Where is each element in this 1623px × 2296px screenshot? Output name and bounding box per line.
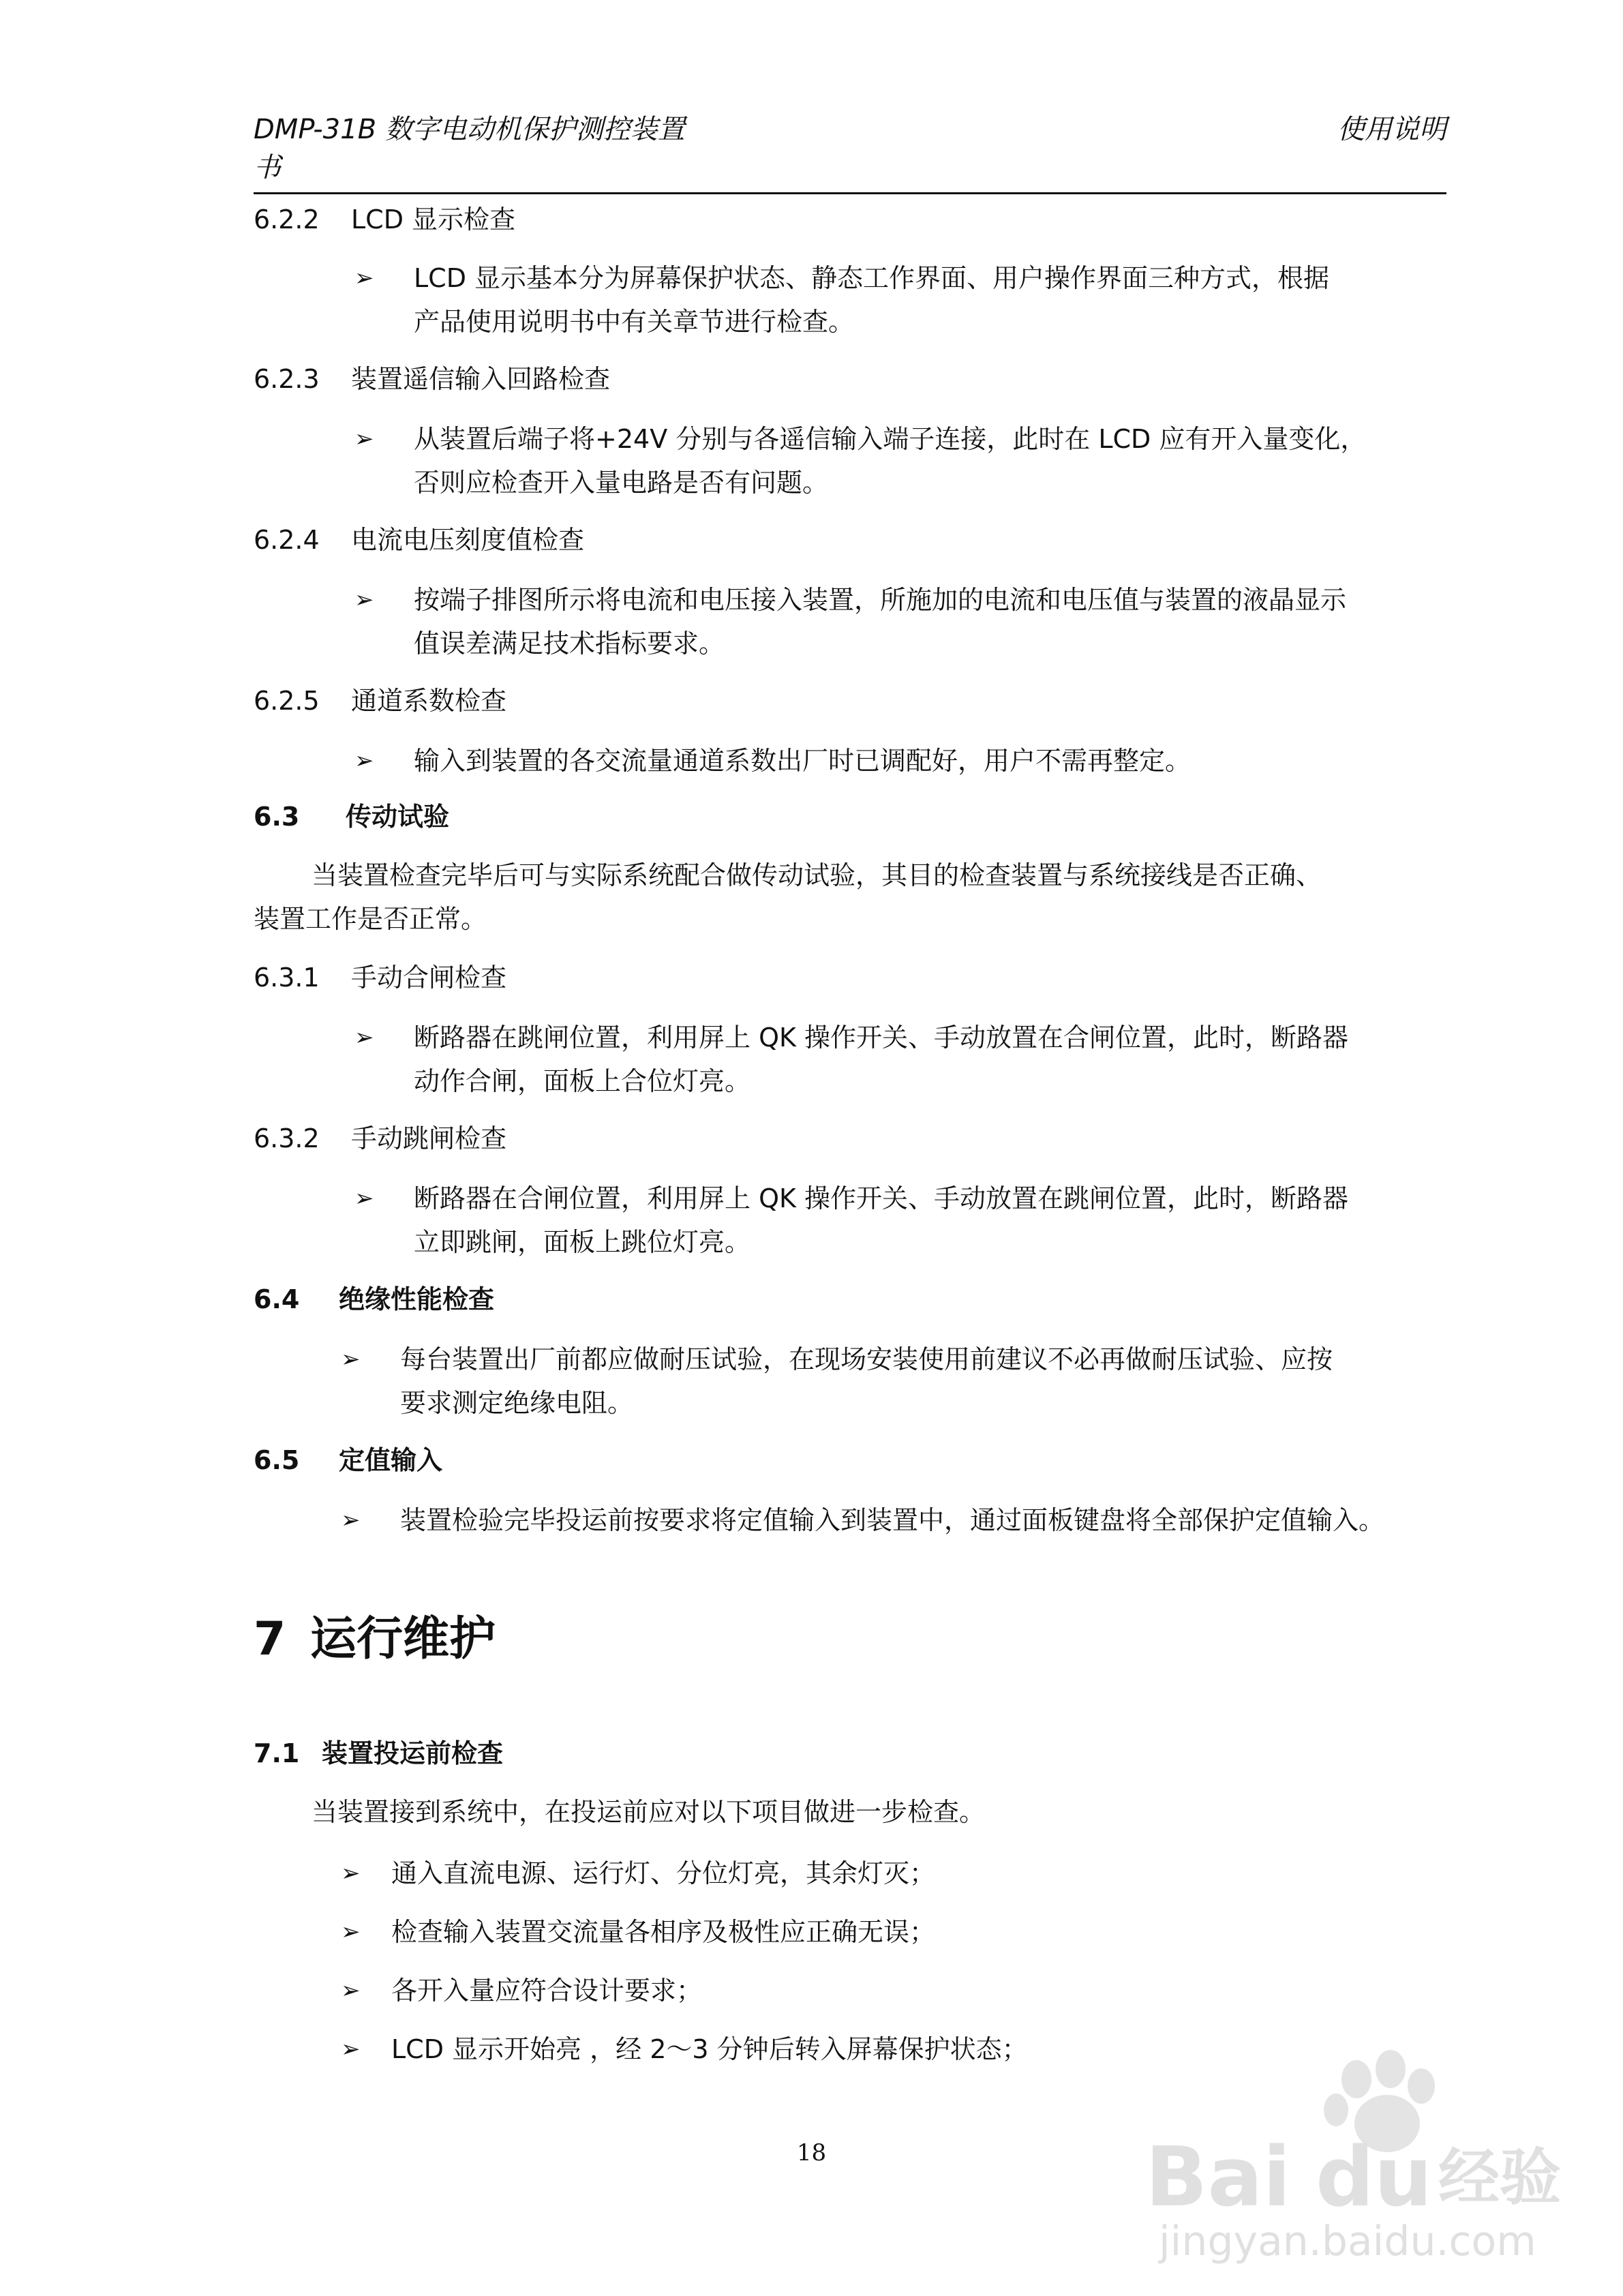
bullet-icon: ➢ [341, 1860, 361, 1887]
document-title-line1: DMP-31B 数字电动机保护测控装置 [254, 114, 685, 145]
page-header [254, 110, 1446, 198]
section-number-6-3-1: 6.3.1 [254, 963, 320, 993]
bullet-icon: ➢ [354, 1024, 374, 1051]
bullet-text-6-3-2-line2: 立即跳闸，面板上跳位灯亮。 [414, 1227, 751, 1257]
bullet-icon: ➢ [341, 1977, 361, 2004]
bullet-icon: ➢ [354, 586, 374, 614]
bullet-text-6-2-5-line1: 输入到装置的各交流量通道系数出厂时已调配好，用户不需再整定。 [414, 746, 1192, 776]
paragraph-6-3-line1: 当装置检查完毕后可与实际系统配合做传动试验，其目的检查装置与系统接线是否正确、 [312, 860, 1322, 890]
chapter-number-7: 7 [254, 1612, 286, 1666]
watermark-tag: 经验 [1438, 2142, 1561, 2214]
section-title-7-1: 装置投运前检查 [322, 1738, 504, 1768]
bullet-icon: ➢ [341, 1918, 361, 1946]
list-item: LCD 显示开始亮 ，经 2～3 分钟后转入屏幕保护状态； [391, 2034, 1028, 2064]
list-item: 通入直流电源、运行灯、分位灯亮，其余灯灭； [391, 1858, 936, 1888]
section-number-6-2-3: 6.2.3 [254, 364, 320, 394]
header-divider [254, 192, 1446, 194]
section-title-6-3-1: 手动合闸检查 [351, 963, 507, 993]
section-number-6-2-2: 6.2.2 [254, 205, 320, 235]
section-title-6-2-5: 通道系数检查 [351, 686, 507, 716]
bullet-text-6-5-line1: 装置检验完毕投运前按要求将定值输入到装置中，通过面板键盘将全部保护定值输入。 [400, 1505, 1385, 1535]
section-number-6-4: 6.4 [254, 1284, 300, 1314]
section-title-6-3: 传动试验 [346, 802, 450, 832]
bullet-text-6-2-2-line2: 产品使用说明书中有关章节进行检查。 [414, 307, 855, 337]
bullet-icon: ➢ [341, 1346, 361, 1373]
watermark-url: jingyan.baidu.com [1159, 2218, 1536, 2265]
paragraph-6-3-line2: 装置工作是否正常。 [254, 904, 487, 934]
bullet-text-6-3-1-line2: 动作合闸，面板上合位灯亮。 [414, 1066, 751, 1096]
section-number-7-1: 7.1 [254, 1738, 300, 1768]
bullet-text-6-2-4-line2: 值误差满足技术指标要求。 [414, 629, 725, 659]
chapter-title-7: 运行维护 [310, 1612, 496, 1666]
bullet-text-6-2-3-line2: 否则应检查开入量电路是否有问题。 [414, 468, 829, 498]
baidu-jingyan-watermark [1132, 2038, 1581, 2270]
watermark-brand-du: du [1316, 2130, 1433, 2225]
section-title-6-2-2: LCD 显示检查 [351, 205, 516, 235]
list-item: 各开入量应符合设计要求； [391, 1976, 703, 2006]
paragraph-7-1-intro: 当装置接到系统中，在投运前应对以下项目做进一步检查。 [312, 1797, 986, 1827]
section-title-6-5: 定值输入 [339, 1445, 443, 1475]
section-number-6-3: 6.3 [254, 802, 300, 832]
bullet-text-6-3-2-line1: 断路器在合闸位置，利用屏上 QK 操作开关、手动放置在跳闸位置，此时，断路器 [414, 1183, 1348, 1213]
bullet-text-6-3-1-line1: 断路器在跳闸位置，利用屏上 QK 操作开关、手动放置在合闸位置，此时，断路器 [414, 1023, 1348, 1053]
section-title-6-3-2: 手动跳闸检查 [351, 1123, 507, 1153]
bullet-text-6-2-2-line1: LCD 显示基本分为屏幕保护状态、静态工作界面、用户操作界面三种方式，根据 [414, 263, 1330, 293]
document-title-right: 使用说明 [1337, 114, 1446, 145]
document-title-line2: 书 [254, 152, 281, 183]
list-item: 检查输入装置交流量各相序及极性应正确无误； [391, 1917, 936, 1947]
bullet-text-6-2-4-line1: 按端子排图所示将电流和电压接入装置，所施加的电流和电压值与装置的液晶显示 [414, 585, 1347, 615]
section-title-6-2-3: 装置遥信输入回路检查 [351, 364, 611, 394]
section-number-6-5: 6.5 [254, 1445, 300, 1475]
bullet-text-6-2-3-line1: 从装置后端子将+24V 分别与各遥信输入端子连接，此时在 LCD 应有开入量变化， [414, 424, 1367, 454]
bullet-text-6-4-line2: 要求测定绝缘电阻。 [400, 1388, 634, 1418]
bullet-icon: ➢ [354, 1185, 374, 1212]
bullet-text-6-4-line1: 每台装置出厂前都应做耐压试验，在现场安装使用前建议不必再做耐压试验、应按 [400, 1344, 1333, 1374]
document-title [254, 110, 685, 187]
section-number-6-2-5: 6.2.5 [254, 686, 320, 716]
section-number-6-2-4: 6.2.4 [254, 525, 320, 555]
page-number: 18 [796, 2139, 827, 2166]
section-title-6-4: 绝缘性能检查 [339, 1284, 495, 1314]
watermark-brand: Bai [1145, 2130, 1291, 2225]
bullet-icon: ➢ [341, 2036, 361, 2063]
bullet-icon: ➢ [354, 265, 374, 292]
section-title-6-2-4: 电流电压刻度值检查 [351, 525, 585, 555]
section-number-6-3-2: 6.3.2 [254, 1123, 320, 1153]
bullet-icon: ➢ [341, 1507, 361, 1534]
bullet-icon: ➢ [354, 747, 374, 774]
bullet-icon: ➢ [354, 425, 374, 453]
